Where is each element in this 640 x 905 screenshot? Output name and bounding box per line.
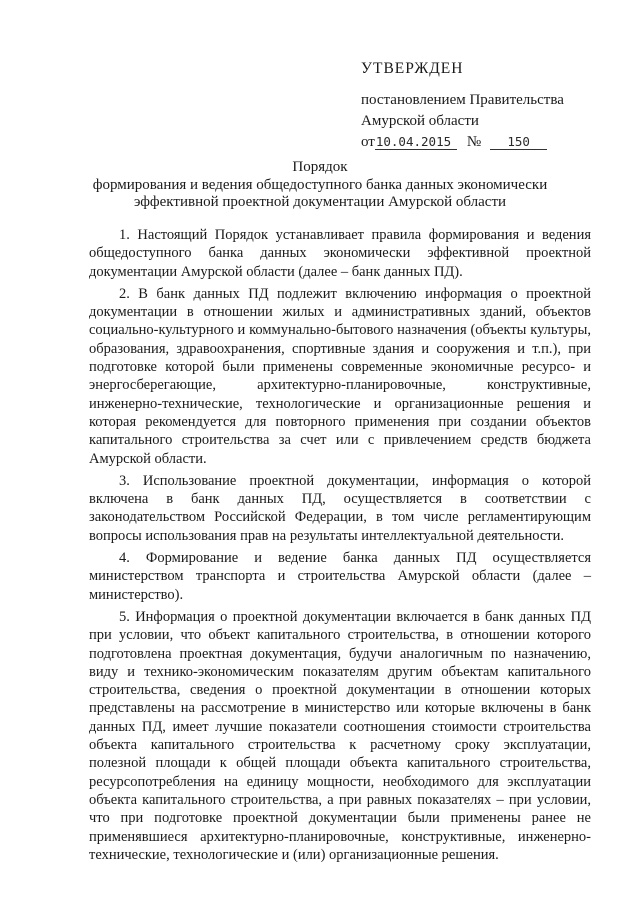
number-sign: №: [466, 134, 482, 150]
paragraph-3: 3. Использование проектной документации, информация о которой включена в банк данных ПД, осуществляется в соответствии с законодательством Российской Федерации, в том числе регламентирующим вопросы использования прав на результаты интеллектуальной деятельности.: [89, 472, 591, 544]
approval-date: 10.04.2015: [375, 134, 457, 150]
paragraph-1: 1. Настоящий Порядок устанавливает правила формирования и ведения общедоступного банка данных экономически эффективной проектной документации Амурской области (далее – банк данных ПД).: [89, 227, 591, 280]
paragraph-4: 4. Формирование и ведение банка данных ПД осуществляется министерством транспорта и строительства Амурской области (далее – министерство).: [89, 550, 591, 603]
paragraph-2: 2. В банк данных ПД подлежит включению информация о проектной документации в отношении жилых и административных зданий, объектов социально-культурного и коммунально-бытового назначения (объекты культуры, образования, здравоохранения, спортивные здания и сооружения и т.п.), при подготовке которой были применены современные экономичные ресурсо- и энергосберегающие, архитектурно-планировочные, конструктивные, инженерно-технические, технологические и организационные решения и которая рекомендуется для повторного применения при создании объектов капитального строительства за счет или с привлечением средств бюджета Амурской области.: [89, 285, 591, 467]
approval-date-line: [361, 132, 601, 153]
document-title: Порядок: [292, 159, 348, 175]
approval-title: УТВЕРЖДЕН: [361, 60, 464, 77]
document-body: [89, 226, 591, 868]
date-prefix: от: [361, 134, 375, 150]
approval-number: 150: [490, 134, 547, 150]
paragraph-5: 5. Информация о проектной документации включается в банк данных ПД при условии, что объект капитального строительства, в отношении которого подготовлена проектная документация, будучи аналогичным по назначению, виду и технико-экономическим показателям другим объектам капитального строительства, сведения о проектной документации в отношении которых представлены на рассмотрение в министерство или которые включены в банк данных ПД, имеет лучшие показатели соотношения стоимости строительства объекта капитального строительства к расчетному сроку эксплуатации, полезной площади к общей площади объекта капитального строительства, ресурсопотребления на единицу мощности, необходимого для эксплуатации объекта капитального строительства, а при равных показателях – при условии, что при подготовке проектной документации были применены ранее не применявшиеся архитектурно-планировочные, конструктивные, инженерно-технические, технологические и (или) организационные решения.: [89, 608, 591, 863]
document-subtitle-line1: формирования и ведения общедоступного банка данных экономически: [92, 177, 548, 193]
document-subtitle-line2: эффективной проектной документации Амурской области: [133, 194, 507, 210]
approval-block: [361, 58, 601, 153]
approval-resolution-line: постановлением Правительства: [361, 92, 564, 108]
approval-region-line: Амурской области: [361, 113, 479, 129]
